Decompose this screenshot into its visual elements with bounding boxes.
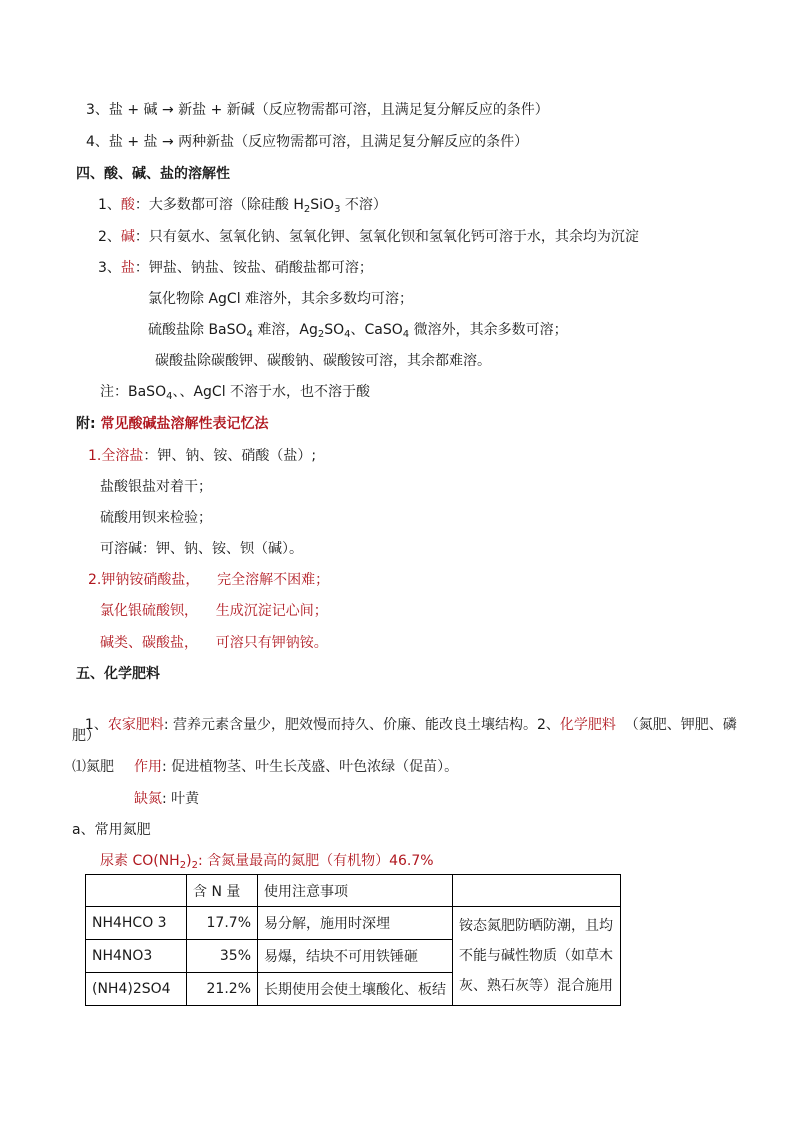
common-nitrogen-heading: a、常用氮肥 — [72, 822, 151, 838]
mnemonic-1 — [88, 446, 316, 466]
nitrogen-percent-cell: 21.2% — [187, 973, 258, 1006]
text: : 营养元素含量少，肥效慢而持久、价廉、能改良土壤结构。2、 — [163, 717, 560, 733]
usage-note-cell: 易分解，施用时深埋 — [258, 907, 453, 940]
keyword-deficiency: 缺氮 — [134, 791, 162, 807]
base-text: ：只有氨水、氢氧化钠、氢氧化钾、氢氧化钡和氢氧化钙可溶于水，其余均为沉淀 — [134, 229, 639, 245]
appendix-heading — [76, 414, 268, 434]
text: ) — [186, 853, 192, 869]
rule-salt-salt: 4、盐 + 盐 → 两种新盐（反应物需都可溶，且满足复分解反应的条件） — [86, 134, 529, 150]
fertilizer-intro — [76, 695, 737, 735]
item-number: 3、 — [98, 260, 121, 276]
fertilizer-intro-cont: 肥） — [72, 728, 100, 744]
carbonate-rule: 碳酸盐除碳酸钾、碳酸钠、碳酸铵可溶，其余都难溶。 — [155, 353, 491, 369]
keyword: 1.全溶盐 — [88, 448, 144, 464]
item-number: ⑴氮肥 — [72, 759, 114, 775]
keyword-farm-manure: 农家肥料 — [107, 717, 164, 733]
item-number: 2、 — [98, 229, 121, 245]
text: : 含氮量最高的氮肥（有机物）46.7% — [197, 853, 434, 869]
acid-formula: SiO — [310, 197, 335, 213]
subscript: 2 — [191, 860, 198, 871]
formula-cell: (NH4)2SO4 — [86, 973, 187, 1006]
mnemonic-2a: 2.钾钠铵硝酸盐， 完全溶解不困难； — [88, 572, 330, 588]
text: （氮肥、钾肥、磷 — [615, 717, 737, 733]
keyword-acid: 酸 — [120, 197, 135, 213]
text: 、、AgCl 不溶于水，也不溶于酸 — [172, 384, 371, 400]
keyword-salt: 盐 — [120, 260, 135, 276]
text: 硫酸盐除 BaSO — [148, 322, 247, 338]
subscript: 2 — [179, 860, 187, 871]
solubility-acid — [98, 195, 387, 220]
table-header-cell: 使用注意事项 — [258, 875, 453, 907]
solubility-base — [98, 227, 639, 247]
nitrogen-fertilizer — [72, 757, 458, 777]
note-line — [100, 382, 370, 407]
nitrogen-percent-cell: 17.7% — [187, 907, 258, 940]
urea-line — [100, 851, 434, 876]
subscript: 4 — [402, 329, 410, 340]
rule-salt-base: 3、盐 + 碱 → 新盐 + 新碱（反应物需都可溶，且满足复分解反应的条件） — [86, 102, 549, 118]
mnemonic-1c: 硫酸用钡来检验； — [100, 510, 212, 526]
acid-end: 不溶） — [340, 197, 387, 213]
chloride-rule: 氯化物除 AgCl 难溶外，其余多数均可溶； — [148, 291, 414, 307]
appendix-label: 附: — [76, 416, 101, 432]
item-number: 1、 — [98, 197, 121, 213]
mnemonic-2b: 氯化银硫酸钡， 生成沉淀记心间； — [100, 603, 328, 619]
subscript: 2 — [303, 204, 311, 215]
keyword-effect: 作用 — [134, 759, 162, 775]
keyword-base: 碱 — [120, 229, 135, 245]
formula-cell: NH4HCO 3 — [86, 907, 187, 940]
subscript: 4 — [246, 329, 253, 340]
formula-cell: NH4NO3 — [86, 940, 187, 973]
subscript: 4 — [344, 329, 351, 340]
mnemonic-1b: 盐酸银盐对着干； — [100, 479, 212, 495]
usage-note-cell: 易爆，结块不可用铁锤砸 — [258, 940, 453, 973]
table-header-cell — [453, 875, 621, 907]
text: 尿素 CO(NH — [100, 853, 180, 869]
appendix-title: 常见酸碱盐溶解性表记忆法 — [100, 416, 269, 432]
sulfate-rule — [148, 320, 568, 345]
general-note-cell: 铵态氮肥防晒防潮，且均不能与碱性物质（如草木灰、熟石灰等）混合施用 — [453, 907, 621, 1006]
nitrogen-percent-cell: 35% — [187, 940, 258, 973]
solubility-salt — [98, 258, 373, 278]
mnemonic-1d: 可溶碱：钾、钠、铵、钡（碱）。 — [100, 541, 303, 557]
table-header-row — [86, 875, 621, 907]
usage-note-cell: 长期使用会使土壤酸化、板结 — [258, 973, 453, 1006]
text: 注：BaSO — [100, 384, 167, 400]
text: : 叶黄 — [162, 791, 200, 807]
acid-text: ：大多数都可溶（除硅酸 H — [134, 197, 304, 213]
text: SO — [324, 322, 345, 338]
section-heading-solubility: 四、酸、碱、盐的溶解性 — [76, 166, 230, 182]
nitrogen-fertilizer-table — [85, 874, 621, 1006]
table-row — [86, 907, 621, 940]
subscript: 3 — [334, 204, 341, 215]
subscript: 2 — [317, 329, 325, 340]
subscript: 4 — [166, 391, 173, 402]
salt-text: ：钾盐、钠盐、铵盐、硝酸盐都可溶； — [134, 260, 373, 276]
table-header-cell: 含 N 量 — [187, 875, 258, 907]
text: : 促进植物茎、叶生长茂盛、叶色浓绿（促苗）。 — [162, 759, 459, 775]
section-heading-fertilizer: 五、化学肥料 — [76, 666, 160, 682]
text: ：钾、钠、铵、硝酸（盐）; — [143, 448, 317, 464]
nitrogen-deficiency — [134, 789, 199, 809]
keyword-chemical-fertilizer: 化学肥料 — [559, 717, 616, 733]
text: 、CaSO — [350, 322, 403, 338]
text: 难溶，Ag — [252, 322, 318, 338]
table-header-cell — [86, 875, 187, 907]
text: 微溶外，其余多数可溶； — [409, 322, 568, 338]
mnemonic-2c: 碱类、碳酸盐， 可溶只有钾钠铵。 — [100, 635, 328, 651]
item-number: 1、 — [84, 717, 108, 733]
